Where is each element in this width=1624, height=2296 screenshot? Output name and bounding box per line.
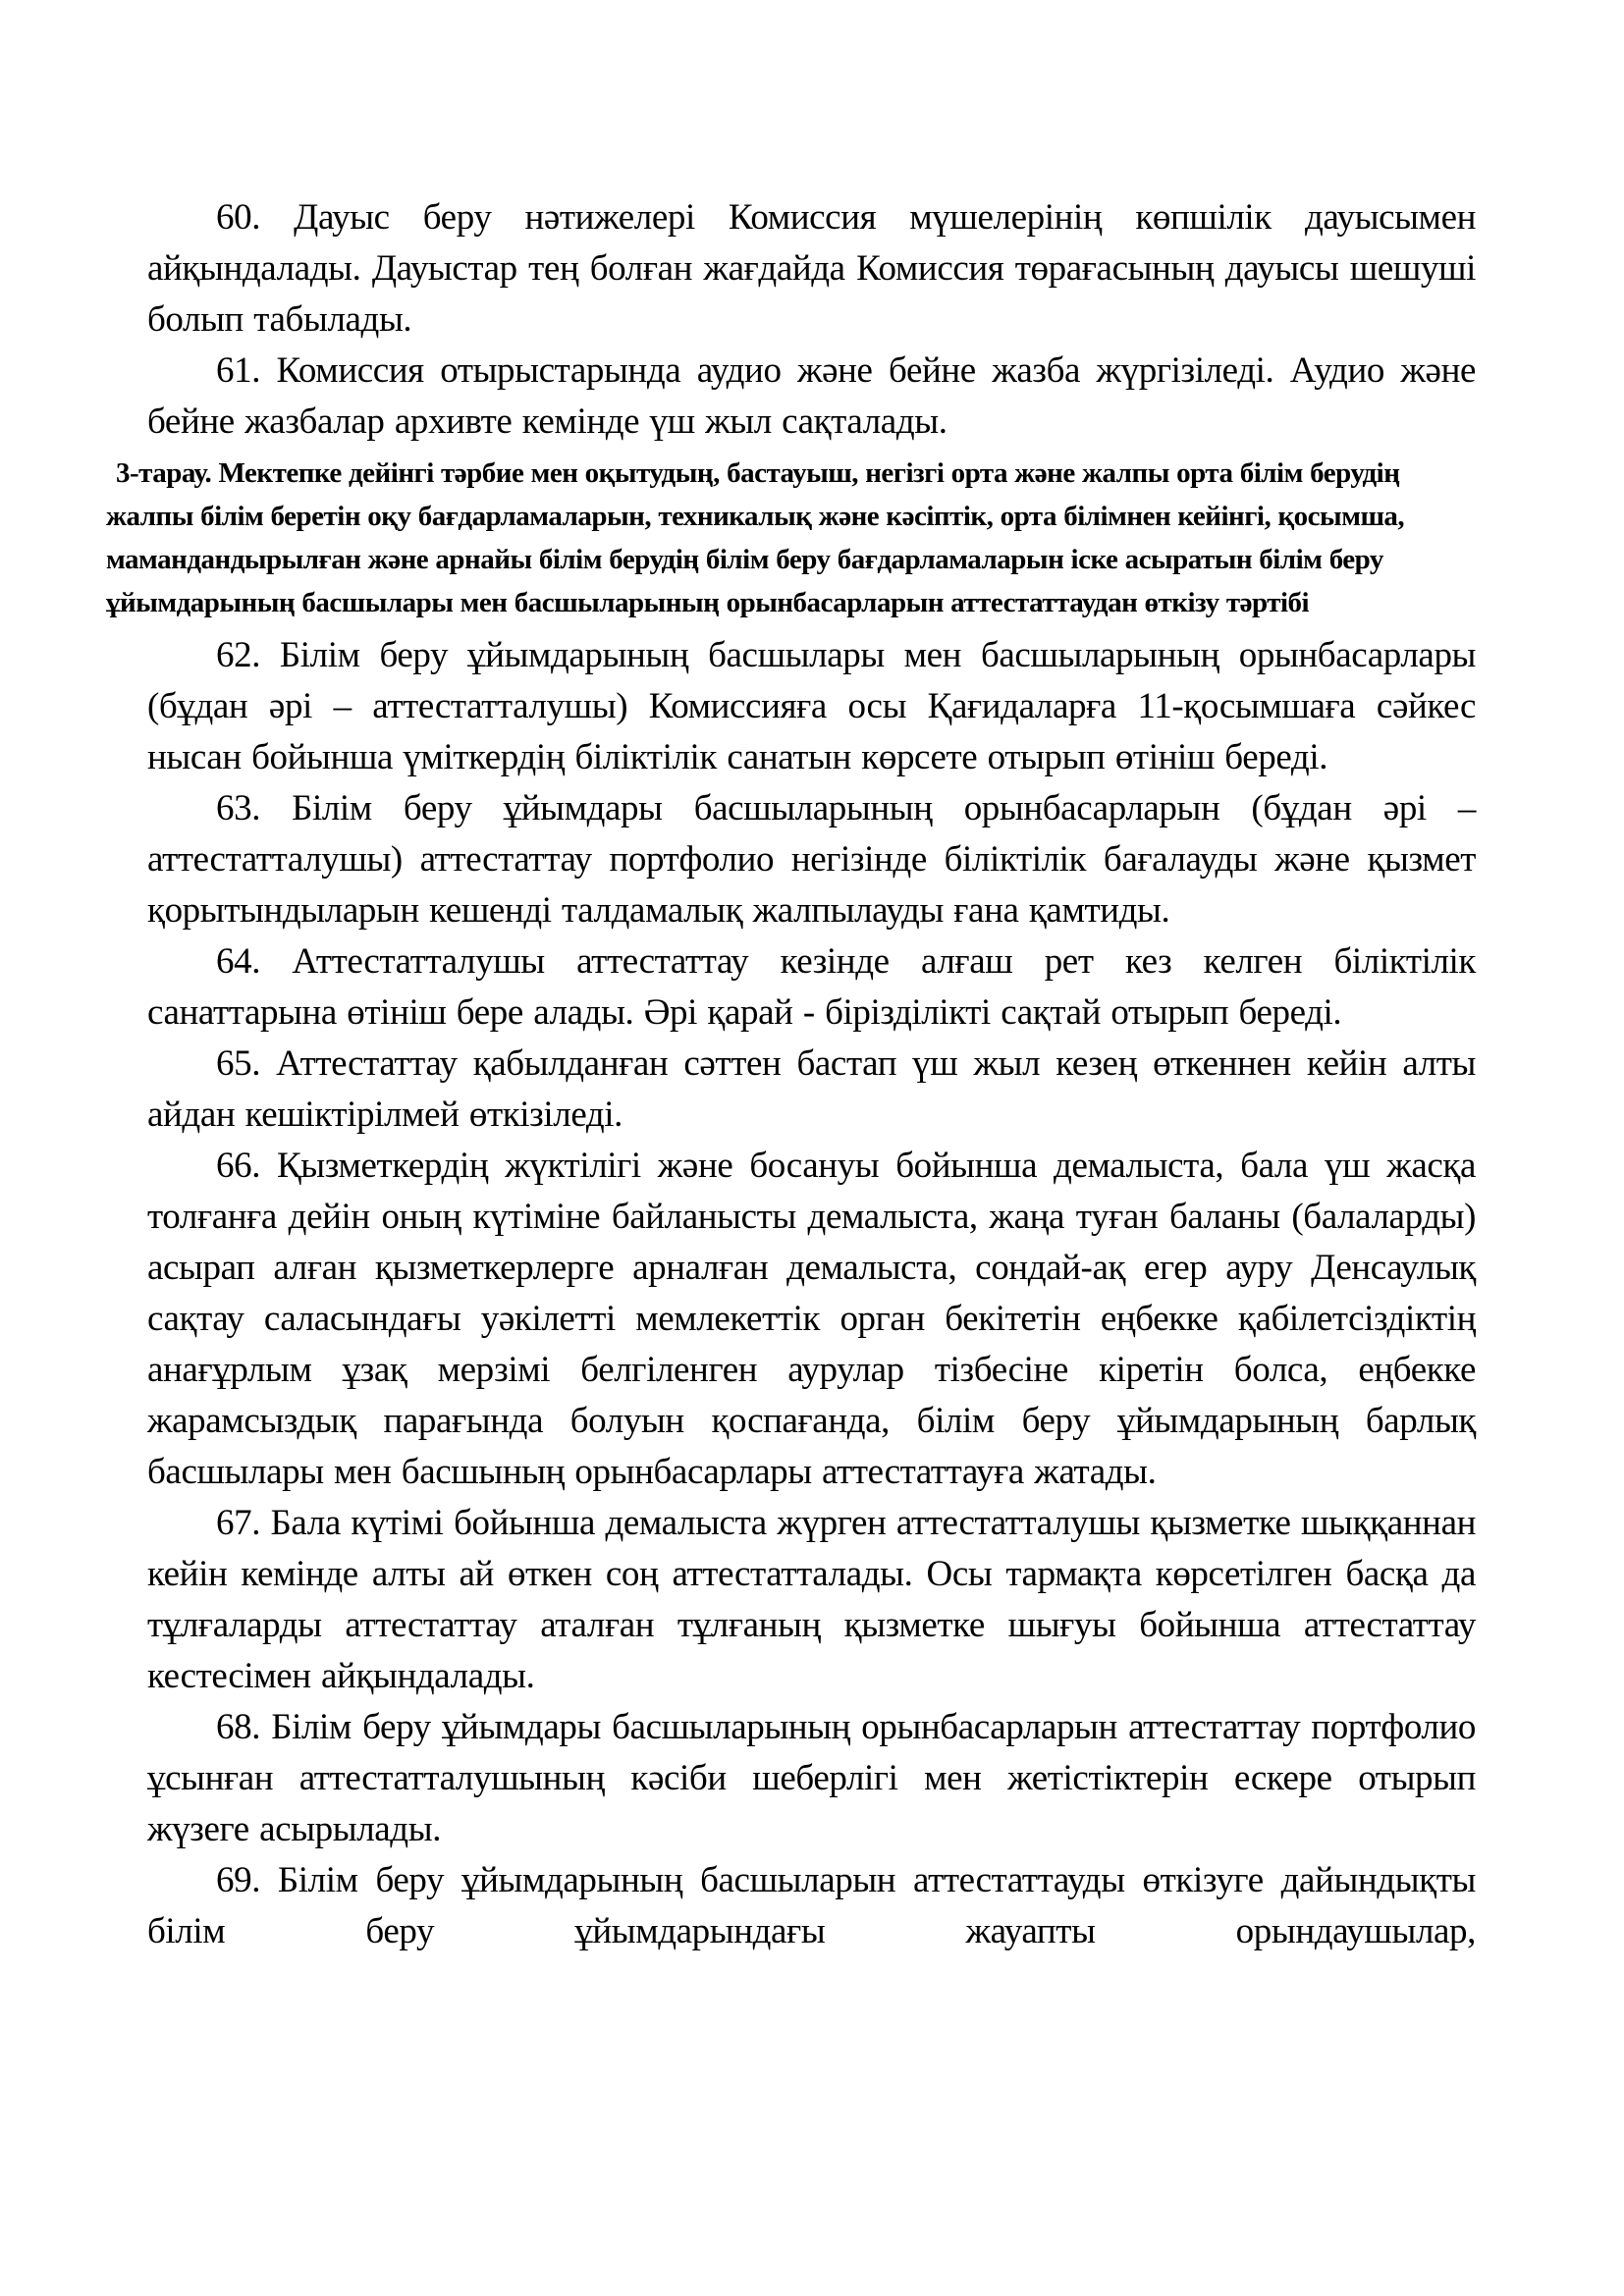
paragraph-63: 63. Білім беру ұйымдары басшыларының орынбасарларын (бұдан әрі – аттестатталушы) аттестаттау портфолио негізінде біліктілік бағалауды және қызмет қорытындыларын кешенді талдамалық жалпылауды ғана қамтиды. [147, 788, 1476, 931]
paragraph-66: 66. Қызметкердің жүктілігі және босануы бойынша демалыста, бала үш жасқа толғанға дейін оның күтіміне байланысты демалыста, жаңа туған баланы (балаларды) асырап алған қызметкерлерге арналған демалыста, сондай-ақ егер ауру Денсаулық сақтау саласындағы уәкілетті мемлекеттік орган бекітетін еңбекке қабілетсіздіктің анағұрлым ұзақ мерзімі белгіленген аурулар тізбесіне кіретін болса, еңбекке жарамсыздық парағында болуын қоспағанда, білім беру ұйымдарының барлық басшылары мен басшының орынбасарлары аттестаттауға жатады. [147, 1146, 1476, 1492]
paragraph-68: 68. Білім беру ұйымдары басшыларының орынбасарларын аттестаттау портфолио ұсынған аттестатталушының кәсіби шеберлігі мен жетістіктерін ескере отырып жүзеге асырылады. [147, 1707, 1476, 1849]
paragraph-67: 67. Бала күтімі бойынша демалыста жүрген аттестатталушы қызметке шыққаннан кейін кемінде алты ай өткен соң аттестатталады. Осы тармақта көрсетілген басқа да тұлғаларды аттестаттау аталған тұлғаның қызметке шығуы бойынша аттестаттау кестесімен айқындалады. [147, 1503, 1476, 1696]
paragraph-61: 61. Комиссия отырыстарында аудио және бейне жазба жүргізіледі. Аудио және бейне жазбалар архивте кемінде үш жыл сақталады. [147, 350, 1476, 442]
paragraph-65: 65. Аттестаттау қабылданған сәттен бастап үш жыл кезең өткеннен кейін алты айдан кешіктірілмей өткізіледі. [147, 1043, 1476, 1135]
paragraph-69: 69. Білім беру ұйымдарының басшыларын аттестаттауды өткізуге дайындықты білім беру ұйымдарындағы жауапты орындаушылар, [147, 1860, 1476, 1951]
chapter-3-heading: 3-тарау. Мектепке дейінгі тәрбие мен оқытудың, бастауыш, негізгі орта және жалпы орта білім берудің жалпы білім беретін оқу бағдарламаларын, техникалық және кәсіптік, орта білімнен кейінгі, қосымша, мамандандырылған және арнайы білім берудің білім беру бағдарламаларын іске асыратын білім беру ұйымдарының басшылары мен басшыларының орынбасарларын аттестаттаудан өткізу тәртібі [106, 457, 1405, 618]
paragraph-64: 64. Аттестатталушы аттестаттау кезінде алғаш рет кез келген біліктілік санаттарына өтініш бере алады. Әрі қарай - бірізділікті сақтай отырып береді. [147, 941, 1476, 1033]
paragraph-60: 60. Дауыс беру нәтижелері Комиссия мүшелерінің көпшілік дауысымен айқындалады. Дауыстар тең болған жағдайда Комиссия төрағасының дауысы шешуші болып табылады. [147, 197, 1476, 340]
paragraph-62: 62. Білім беру ұйымдарының басшылары мен басшыларының орынбасарлары (бұдан әрі – аттестатталушы) Комиссияға осы Қағидаларға 11-қосымшаға сәйкес нысан бойынша үміткердің біліктілік санатын көрсете отырып өтініш береді. [147, 635, 1476, 777]
